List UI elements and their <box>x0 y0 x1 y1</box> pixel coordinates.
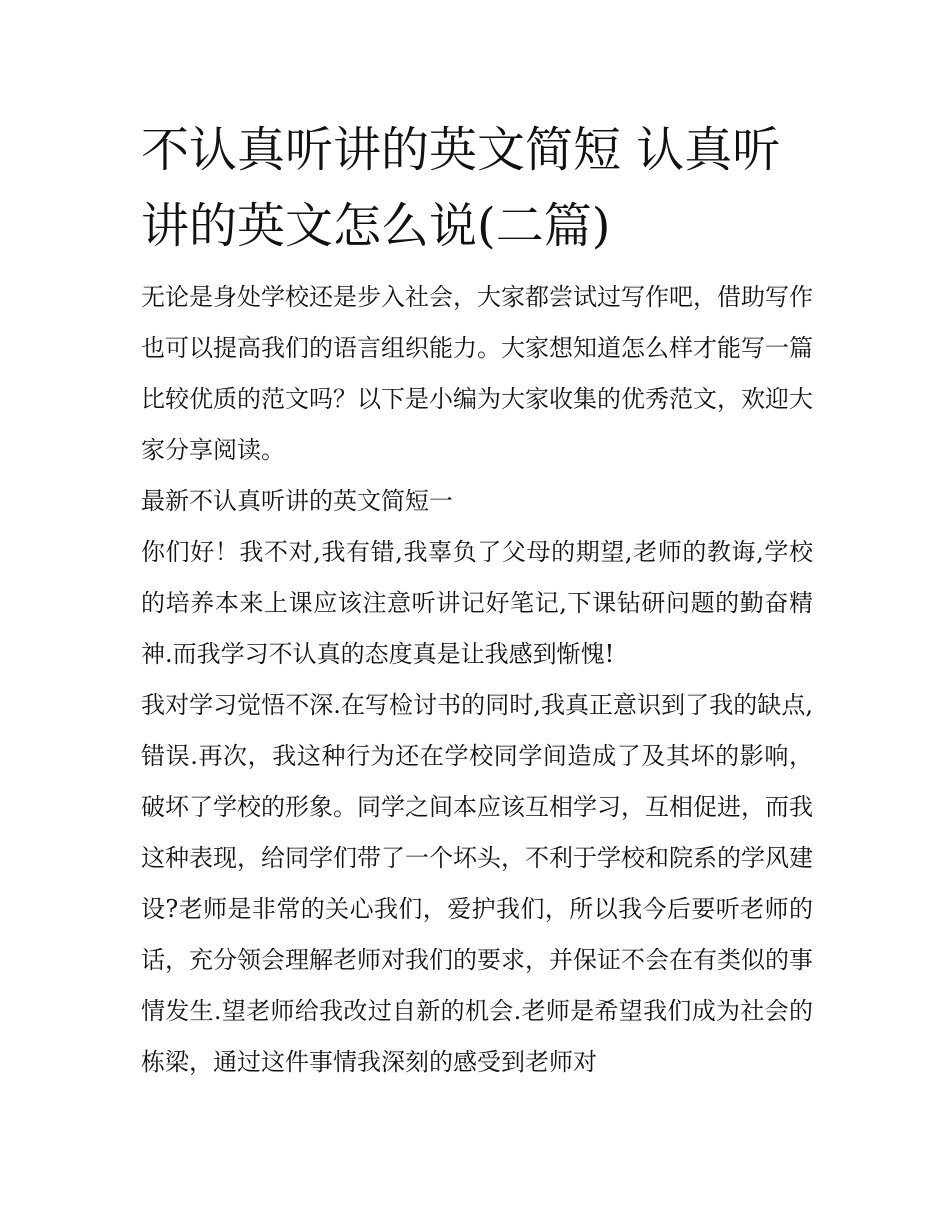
document-title: 不认真听讲的英文简短 认真听讲的英文怎么说(二篇) <box>141 122 781 254</box>
section-heading: 最新不认真听讲的英文简短一 <box>141 487 453 515</box>
body-paragraph-2: 我对学习觉悟不深.在写检讨书的同时,我真正意识到了我的缺点,错误.再次，我这种行为还在学校同学间造成了及其坏的影响，破坏了学校的形象。同学之间本应该互相学习，互相促进，而我这种表现，给同学们带了一个坏头，不利于学校和院系的学风建设?老师是非常的关心我们，爱护我们，所以我今后要听老师的话，充分领会理解老师对我们的要求，并保证不会在有类似的事情发生.望老师给我改过自新的机会.老师是希望我们成为社会的栋梁，通过这件事情我深刻的感受到老师对 <box>141 691 813 1076</box>
document-content <box>141 112 813 1088</box>
body-paragraph-1: 你们好！我不对,我有错,我辜负了父母的期望,老师的教诲,学校的培养本来上课应该注意听讲记好笔记,下课钻研问题的勤奋精神.而我学习不认真的态度真是让我感到惭愧! <box>141 538 813 668</box>
document-body <box>141 272 813 1088</box>
intro-paragraph: 无论是身处学校还是步入社会，大家都尝试过写作吧，借助写作也可以提高我们的语言组织能力。大家想知道怎么样才能写一篇比较优质的范文吗？以下是小编为大家收集的优秀范文，欢迎大家分享阅读。 <box>141 283 813 464</box>
